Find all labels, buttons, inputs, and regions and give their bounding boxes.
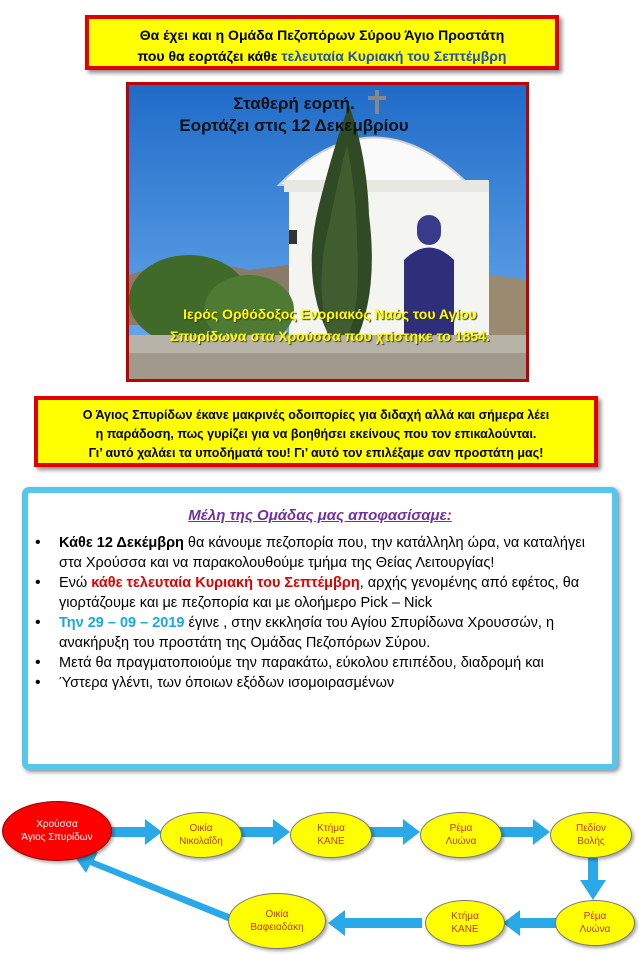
arrow-icon [328, 910, 422, 936]
top-banner-line2 [89, 46, 555, 67]
route-node-rema-lyona [420, 812, 502, 858]
arrow-icon [580, 858, 606, 900]
caption-feast-date: Εορτάζει στις 12 Δεκεμβρίου [179, 116, 409, 135]
arrow-icon [503, 910, 560, 936]
item2-text: , αρχής γενομένης από εφέτος, θα γιορτάζουμε και με πεζοπορία και με ολοήμερο Pick – Nick [59, 575, 580, 611]
node-label: ΚΑΝΕ [451, 924, 479, 935]
top-banner-line1: Θα έχει και η Ομάδα Πεζοπόρων Σύρου Άγιο Προστάτη [139, 27, 505, 43]
route-node-ktima-kane [290, 812, 372, 858]
node-label: ΚΑΝΕ [317, 836, 345, 847]
start-node-line2: Άγιος Σπυρίδων [21, 832, 93, 843]
node-label: Λυώνα [445, 836, 477, 847]
top-banner [85, 15, 559, 70]
node-label: Ρέμα [583, 911, 607, 922]
decisions-list [28, 533, 612, 693]
item3-text: έγινε , στην εκκλησία του Αγίου Σπυρίδωνα Χρουσσών, η ανακήρυξη του προστάτη της Ομάδας Πεζοπόρων Σύρου. [59, 615, 555, 651]
saint-story-line2: η παράδοση, πως γυρίζει για να βοηθήσει εκείνους που τον επικαλούνται. [95, 427, 537, 441]
node-label: Κτήμα [317, 823, 345, 834]
saint-story-line1: Ο Άγιος Σπυρίδων έκανε μακρινές οδοιπορίες για διδαχή αλλά και σήμερα λέει [82, 408, 550, 422]
node-label: Βαφειαδάκη [250, 922, 304, 933]
node-label: Βολής [577, 836, 605, 847]
list-item [59, 573, 598, 613]
route-node-ktima-kane-2 [425, 900, 505, 946]
node-label: Ρέμα [449, 823, 473, 834]
church-photo [126, 82, 529, 382]
route-node-rema-lyona-2 [555, 900, 635, 946]
node-label: Κτήμα [451, 911, 479, 922]
arrow-icon [368, 819, 420, 845]
photo-caption-top [129, 93, 459, 137]
list-item [59, 653, 598, 673]
item5-text: Ύστερα γλέντι, των όποιων εξόδων ισομοιρασμένων [59, 675, 395, 691]
top-banner-line2-start: που θα εορτάζει κάθε [137, 48, 282, 64]
route-node-vafeiadaki [228, 893, 326, 949]
saint-story-line3: Γι’ αυτό χαλάει τα υποδήματά του! Γι’ αυτό τον επιλέξαμε σαν προστάτη μας! [88, 446, 544, 460]
members-decisions-box [22, 487, 618, 770]
node-label: Πεδίον [575, 823, 607, 834]
item1-text: θα κάνουμε πεζοπορία που, την κατάλληλη ώρα, να καταλήγει στα Χρούσσα και να παρακολουθούμε τμήμα της Θείας Λειτουργίας! [59, 535, 585, 571]
arrow-icon [236, 819, 290, 845]
node-label: Λυώνα [579, 924, 611, 935]
saint-story-banner [34, 396, 598, 467]
list-item [59, 673, 598, 693]
caption-church-name: Ιερός Ορθόδοξος Ενοριακός Ναός του Αγίου [183, 306, 477, 322]
arrow-icon [108, 819, 162, 845]
route-node-pedion-volis [550, 812, 632, 858]
route-start-node [2, 801, 112, 861]
route-node-nikolaidi [160, 812, 242, 858]
item2-start: Ενώ [59, 575, 92, 591]
arrow-icon [70, 850, 234, 922]
item2-red: κάθε τελευταία Κυριακή του Σεπτέμβρη [91, 575, 360, 591]
node-label: Οικία [189, 823, 213, 834]
item4-text: Μετά θα πραγματοποιούμε την παρακάτω, εύκολου επιπέδου, διαδρομή και [59, 655, 544, 671]
members-title: Μέλη της Ομάδας μας αποφασίσαμε: [188, 507, 452, 524]
top-banner-highlight: τελευταία Κυριακή του Σεπτέμβρη [281, 48, 507, 64]
item1-bold: Κάθε 12 Δεκέμβρη [59, 535, 184, 551]
list-item [59, 533, 598, 573]
arrow-icon [498, 819, 550, 845]
start-node-line1: Χρούσσα [36, 819, 78, 830]
caption-church-built: Σπυρίδωνα στα Χρούσσα που χτίστηκε το 1854. [170, 328, 490, 344]
caption-fixed-feast: Σταθερή εορτή. [233, 94, 355, 113]
photo-caption-bottom [135, 303, 525, 347]
item3-date: Την 29 – 09 – 2019 [59, 615, 185, 631]
node-label: Νικολαΐδη [179, 836, 223, 847]
list-item [59, 613, 598, 653]
node-label: Οικία [265, 909, 289, 920]
